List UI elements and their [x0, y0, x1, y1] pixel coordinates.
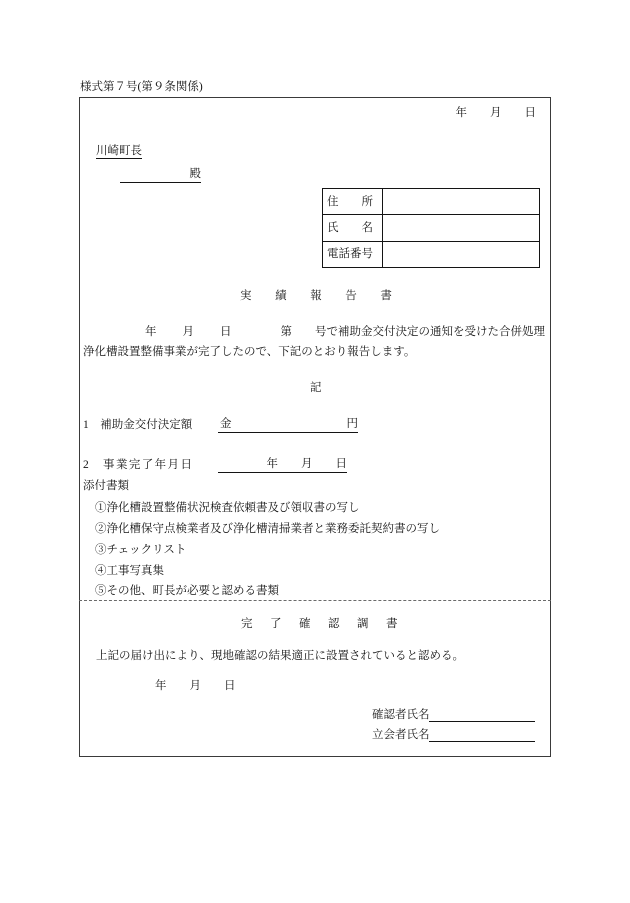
currency-prefix: 金 — [220, 418, 232, 430]
name-label: 氏 名 — [323, 215, 383, 241]
confirmation-statement: 上記の届け出により、現地確認の結果適正に設置されていると認める。 — [96, 650, 464, 662]
confirmation-date: 年 月 日 — [155, 680, 236, 692]
applicant-row-name — [323, 215, 540, 241]
address-value-cell — [383, 189, 540, 215]
phone-label: 電話番号 — [323, 241, 383, 267]
attachment-item: ⑤その他、町長が必要と認める書類 — [95, 585, 279, 597]
applicant-info-table — [322, 188, 540, 268]
name-value-cell — [383, 215, 540, 241]
addressee-name-line — [120, 167, 201, 183]
confirmer-name-label: 確認者氏名 — [372, 709, 430, 721]
decision-date: 年 月 日 — [145, 326, 233, 338]
confirmer-name-line — [429, 706, 535, 722]
attachments-heading: 添付書類 — [83, 480, 129, 492]
form-number: 様式第７号(第９条関係) — [80, 81, 203, 93]
report-body-line-1: 第 号で補助金交付決定の通知を受けた合併処理 — [280, 326, 545, 338]
applicant-row-address — [323, 189, 540, 215]
submission-date: 年 月 日 — [455, 107, 536, 119]
applicant-row-phone — [323, 241, 540, 267]
grant-amount-label: 1 補助金交付決定額 — [83, 419, 193, 431]
completion-date-field: 年 月 日 — [218, 457, 347, 473]
address-label: 住 所 — [323, 189, 383, 215]
currency-suffix: 円 — [346, 418, 358, 430]
report-body-line-2: 浄化槽設置整備事業が完了したので、下記のとおり報告します。 — [83, 346, 416, 358]
honorific: 殿 — [189, 168, 201, 180]
report-title: 実績報告書 — [240, 290, 416, 302]
ki-heading: 記 — [310, 382, 322, 394]
attachment-item: ④工事写真集 — [95, 565, 164, 577]
witness-name-line — [429, 726, 535, 742]
completion-date-label: 2 事業完了年月日 — [83, 459, 194, 471]
attachment-item: ②浄化槽保守点検業者及び浄化槽清掃業者と業務委託契約書の写し — [95, 523, 440, 535]
attachment-item: ③チェックリスト — [95, 544, 187, 556]
grant-amount-field — [218, 417, 358, 433]
attachment-item: ①浄化槽設置整備状況検査依頼書及び領収書の写し — [95, 502, 360, 514]
addressee: 川崎町長 — [96, 145, 142, 157]
witness-name-label: 立会者氏名 — [372, 729, 430, 741]
phone-value-cell — [383, 241, 540, 267]
section-divider — [79, 600, 551, 601]
confirmation-title: 完了確認調書 — [241, 618, 415, 630]
